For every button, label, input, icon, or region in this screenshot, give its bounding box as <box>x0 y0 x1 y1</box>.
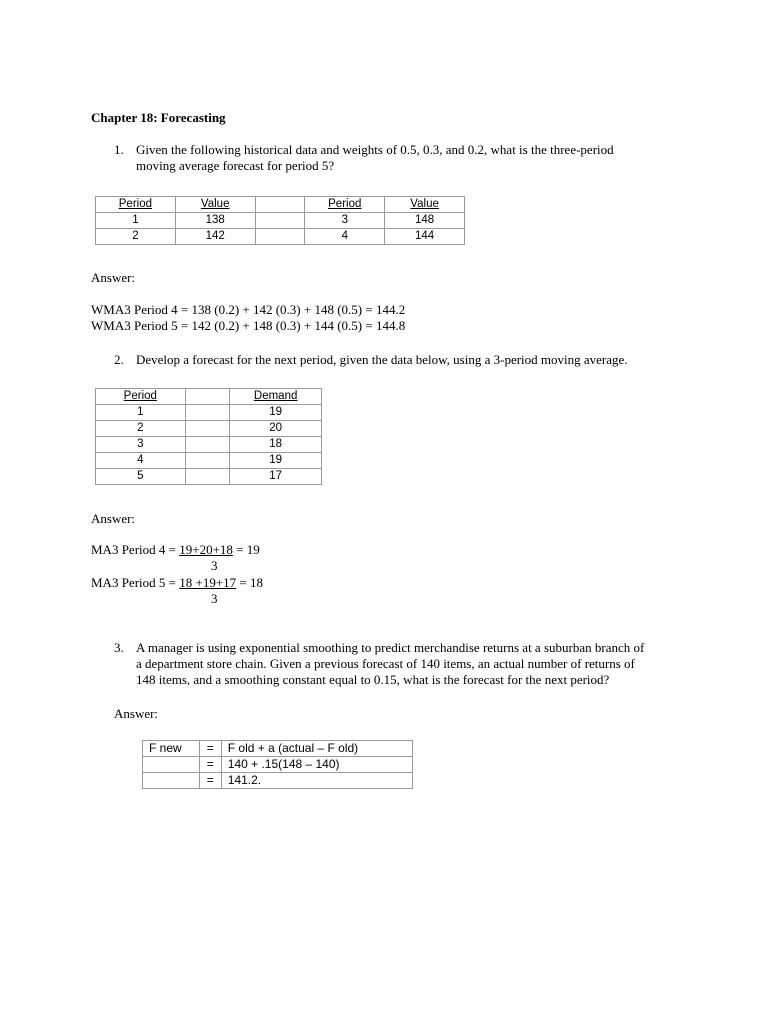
ma3-period-5-calculation <box>91 575 263 591</box>
table-row <box>96 437 322 453</box>
table-cell: 140 + .15(148 – 140) <box>221 757 412 773</box>
table-cell <box>143 773 200 789</box>
table-cell <box>255 229 305 245</box>
table-cell <box>185 405 230 421</box>
question-3-text-line-1: A manager is using exponential smoothing to predict merchandise returns at a suburban branch of <box>136 640 645 655</box>
calc-result: = 18 <box>236 575 263 590</box>
table-row <box>96 229 465 245</box>
calc-numerator: 18 +19+17 <box>179 575 237 590</box>
question-2-data-table <box>95 388 322 485</box>
table-cell: 5 <box>96 469 186 485</box>
table-cell <box>185 437 230 453</box>
question-2-answer-label: Answer: <box>91 511 136 526</box>
question-1-data-table <box>95 196 465 245</box>
table-header-row <box>96 389 322 405</box>
header-cell <box>185 389 230 405</box>
table-cell: = <box>199 757 221 773</box>
question-3-answer-label: Answer: <box>114 706 159 721</box>
table-row <box>143 741 413 757</box>
table-cell: 3 <box>96 437 186 453</box>
question-1-number: 1. <box>114 142 124 157</box>
calc-prefix: MA3 Period 4 = <box>91 542 180 557</box>
table-cell <box>185 421 230 437</box>
question-1-answer-line-1: WMA3 Period 4 = 138 (0.2) + 142 (0.3) + 148 (0.5) = 144.2 <box>91 302 406 317</box>
table-cell <box>185 469 230 485</box>
question-2-text: Develop a forecast for the next period, given the data below, using a 3-period moving average. <box>136 352 628 367</box>
table-cell: 1 <box>96 405 186 421</box>
table-cell: 18 <box>230 437 322 453</box>
table-cell <box>255 213 305 229</box>
question-1-text-line-1: Given the following historical data and weights of 0.5, 0.3, and 0.2, what is the three-period <box>136 142 614 157</box>
question-3-number: 3. <box>114 640 124 655</box>
question-3-solution-table <box>142 740 413 789</box>
question-3-text-line-3: 148 items, and a smoothing constant equal to 0.15, what is the forecast for the next period? <box>136 672 610 687</box>
table-cell <box>143 757 200 773</box>
table-cell: 141.2. <box>221 773 412 789</box>
table-header-row <box>96 197 465 213</box>
table-cell: F new <box>143 741 200 757</box>
table-cell: 144 <box>385 229 465 245</box>
calc-prefix: MA3 Period 5 = <box>91 575 180 590</box>
question-1-answer-line-2: WMA3 Period 5 = 142 (0.2) + 148 (0.3) + 144 (0.5) = 144.8 <box>91 318 406 333</box>
table-cell <box>185 453 230 469</box>
header-cell: Value <box>175 197 255 213</box>
table-cell: = <box>199 773 221 789</box>
question-1-answer-label: Answer: <box>91 270 136 285</box>
table-cell: 4 <box>96 453 186 469</box>
calc-denominator: 3 <box>211 591 218 606</box>
table-cell: 3 <box>305 213 385 229</box>
header-cell: Demand <box>230 389 322 405</box>
table-row <box>96 421 322 437</box>
table-cell: 19 <box>230 405 322 421</box>
ma3-period-4-calculation <box>91 542 260 558</box>
table-cell: 138 <box>175 213 255 229</box>
table-cell: 2 <box>96 421 186 437</box>
table-cell: 19 <box>230 453 322 469</box>
table-row <box>96 405 322 421</box>
table-row <box>143 773 413 789</box>
table-cell: 148 <box>385 213 465 229</box>
table-cell: 17 <box>230 469 322 485</box>
table-row <box>96 213 465 229</box>
header-cell <box>255 197 305 213</box>
table-row <box>143 757 413 773</box>
header-cell: Value <box>385 197 465 213</box>
calc-result: = 19 <box>232 542 260 557</box>
question-1-text-line-2: moving average forecast for period 5? <box>136 158 335 173</box>
header-cell: Period <box>305 197 385 213</box>
table-cell: F old + a (actual – F old) <box>221 741 412 757</box>
table-row <box>96 469 322 485</box>
table-cell: 142 <box>175 229 255 245</box>
calc-denominator: 3 <box>211 558 218 573</box>
header-cell: Period <box>96 389 186 405</box>
table-cell: 20 <box>230 421 322 437</box>
chapter-title: Chapter 18: Forecasting <box>91 110 226 125</box>
table-row <box>96 453 322 469</box>
calc-numerator: 19+20+18 <box>179 542 233 557</box>
table-cell: = <box>199 741 221 757</box>
question-2-number: 2. <box>114 352 124 367</box>
table-cell: 2 <box>96 229 176 245</box>
question-3-text-line-2: a department store chain. Given a previous forecast of 140 items, an actual number of returns of <box>136 656 635 671</box>
table-cell: 1 <box>96 213 176 229</box>
table-cell: 4 <box>305 229 385 245</box>
header-cell: Period <box>96 197 176 213</box>
